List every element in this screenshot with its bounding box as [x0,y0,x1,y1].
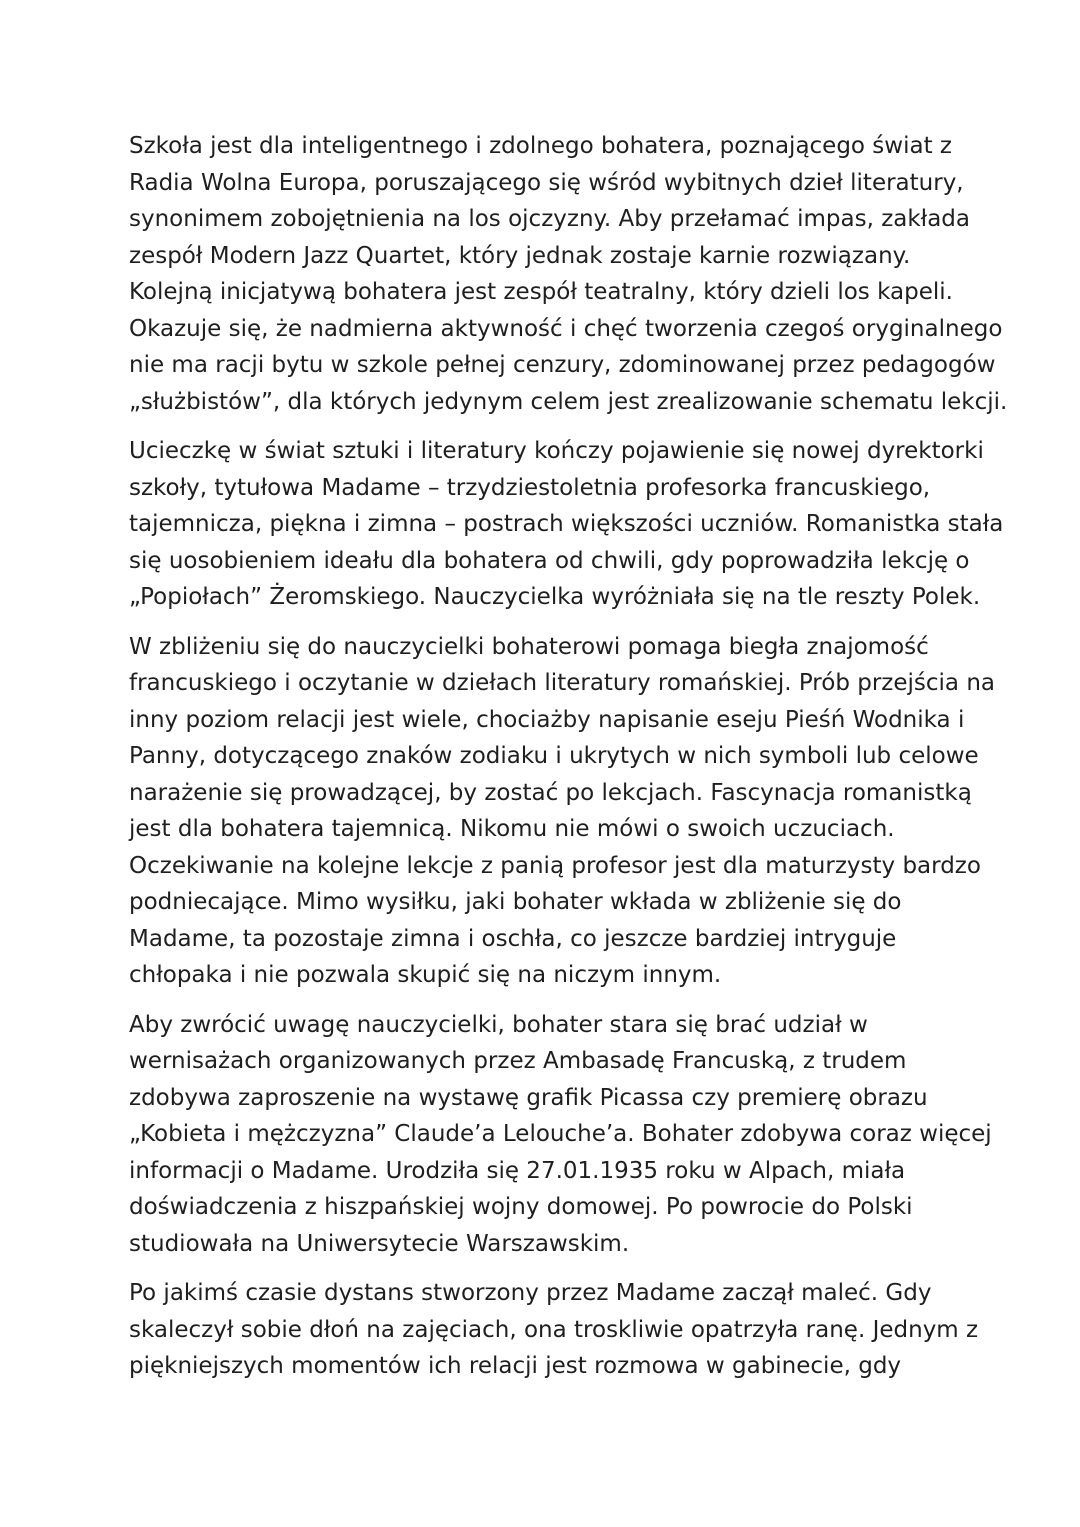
text-line: „Kobieta i mężczyzna” Claude’a Lelouche’a. Bohater zdobywa coraz więcej [129,1121,992,1147]
text-line: „służbistów”, dla których jedynym celem jest zrealizowanie schematu lekcji. [129,388,1008,415]
text-line: się uosobieniem ideału dla bohatera od chwili, gdy poprowadziła lekcję o [129,547,970,574]
text-line: Po jakimś czasie dystans stworzony przez Madame zaczął maleć. Gdy [129,1280,932,1306]
text-line: zespół Modern Jazz Quartet, który jednak zostaje karnie rozwiązany. [129,242,911,269]
paragraph-2 [129,433,1004,616]
text-line: doświadczenia z hiszpańskiej wojny domowej. Po powrocie do Polski [129,1194,913,1220]
text-line: Oczekiwanie na kolejne lekcje z panią profesor jest dla maturzysty bardzo [129,852,981,879]
text-line: zdobywa zaproszenie na wystawę grafik Picassa czy premierę obrazu [129,1084,928,1111]
document-body [129,128,1008,1398]
text-line: Radia Wolna Europa, poruszającego się wśród wybitnych dzieł literatury, [129,169,964,196]
text-line: nie ma racji bytu w szkole pełnej cenzury, zdominowanej przez pedagogów [129,352,996,378]
text-line: tajemnicza, piękna i zimna – postrach większości uczniów. Romanistka stała [129,511,1004,537]
text-line: „Popiołach” Żeromskiego. Nauczycielka wyróżniała się na tle reszty Polek. [129,584,981,610]
text-line: Madame, ta pozostaje zimna i oschła, co jeszcze bardziej intryguje [129,925,897,952]
text-line: Ucieczkę w świat sztuki i literatury kończy pojawienie się nowej dyrektorki [129,438,984,464]
text-line: chłopaka i nie pozwala skupić się na niczym innym. [129,962,722,988]
text-line: podniecające. Mimo wysiłku, jaki bohater wkłada w zbliżenie się do [129,889,902,915]
text-line: francuskiego i oczytanie w dziełach literatury romańskiej. Prób przejścia na [129,670,996,696]
text-line: jest dla bohatera tajemnicą. Nikomu nie mówi o swoich uczuciach. [129,816,895,842]
text-line: Okazuje się, że nadmierna aktywność i chęć tworzenia czegoś oryginalnego [129,315,1003,342]
text-line: wernisażach organizowanych przez Ambasadę Francuską, z trudem [129,1048,907,1074]
paragraph-4 [129,1007,992,1263]
text-line: studiowała na Uniwersytecie Warszawskim. [129,1230,630,1257]
paragraph-5 [129,1275,979,1385]
text-line: Panny, dotyczącego znaków zodiaku i ukrytych w nich symboli lub celowe [129,743,979,769]
paragraph-3 [129,629,996,994]
text-line: inny poziom relacji jest wiele, chociażby napisanie eseju Pieśń Wodnika i [129,706,965,733]
text-line: Aby zwrócić uwagę nauczycielki, bohater stara się brać udział w [129,1011,868,1038]
text-line: szkoły, tytułowa Madame – trzydziestoletnia profesorka francuskiego, [129,474,931,501]
paragraph-1 [129,128,1008,420]
text-line: W zbliżeniu się do nauczycielki bohaterowi pomaga biegła znajomość [129,633,929,660]
text-line: Szkoła jest dla inteligentnego i zdolnego bohatera, poznającego świat z [129,133,952,159]
text-line: Kolejną inicjatywą bohatera jest zespół teatralny, który dzieli los kapeli. [129,279,953,305]
text-line: synonimem zobojętnienia na los ojczyzny. Aby przełamać impas, zakłada [129,206,971,232]
text-line: informacji o Madame. Urodziła się 27.01.1935 roku w Alpach, miała [129,1157,906,1184]
text-line: skaleczył sobie dłoń na zajęciach, ona troskliwie opatrzyła ranę. Jednym z [129,1316,979,1343]
text-line: narażenie się prowadzącej, by zostać po lekcjach. Fascynacja romanistką [129,779,972,806]
text-line: piękniejszych momentów ich relacji jest rozmowa w gabinecie, gdy [129,1353,902,1379]
